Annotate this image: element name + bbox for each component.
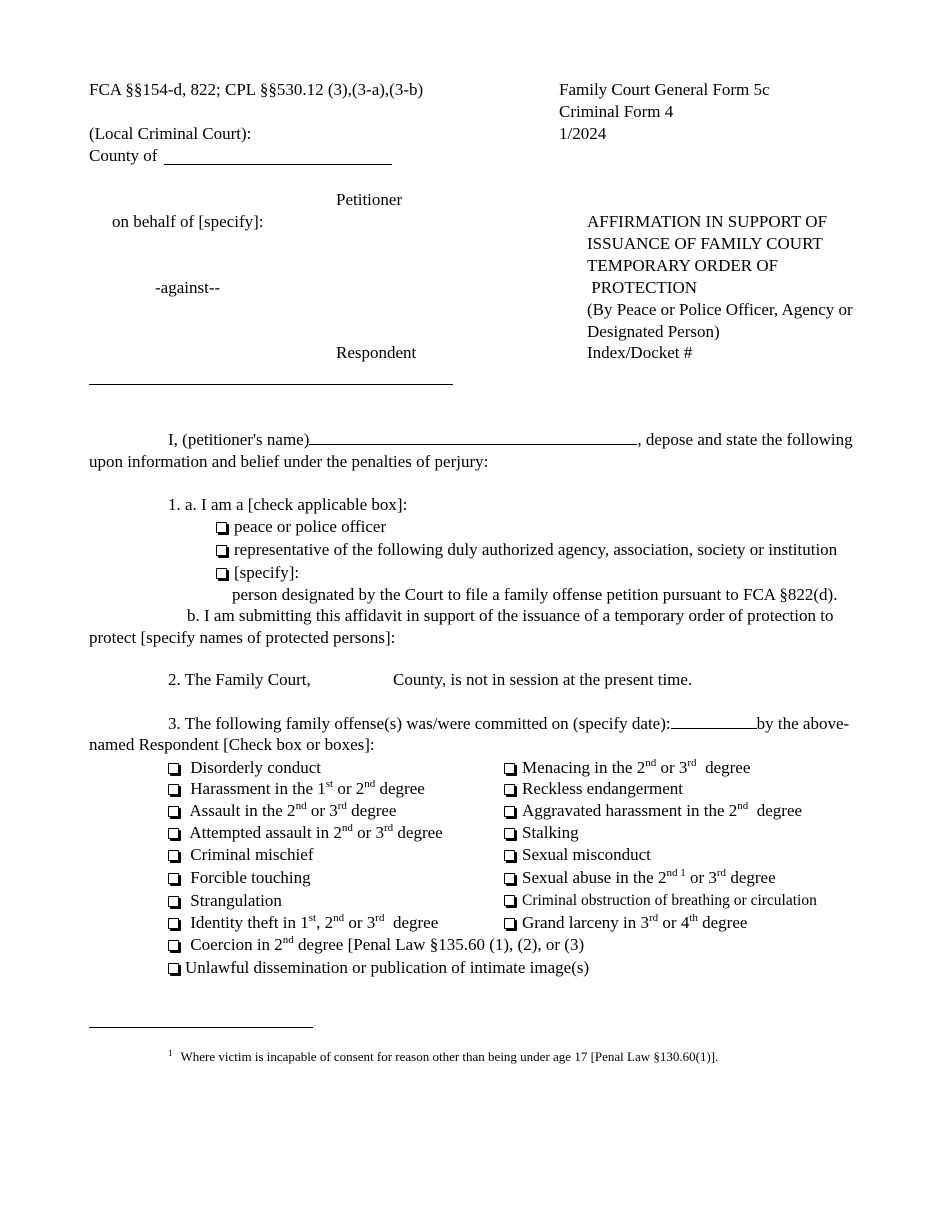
offense-label: Aggravated harassment in the 2 xyxy=(522,801,738,820)
offense-label: Attempted assault in 2 xyxy=(189,823,342,842)
option-label: [specify]: xyxy=(234,563,300,582)
offense-label: or 3 xyxy=(344,913,376,932)
offense-label: or 3 xyxy=(656,758,688,777)
superscript: nd xyxy=(333,912,345,924)
offense-grand-larceny[interactable] xyxy=(504,912,747,934)
checkbox-icon[interactable] xyxy=(168,873,179,884)
checkbox-icon[interactable] xyxy=(168,918,179,929)
offense-label: Identity theft in 1 xyxy=(190,913,309,932)
designated-person-text: person designated by the Court to file a family offense petition pursuant to FCA §822(d). xyxy=(232,585,838,604)
option-police-officer[interactable] xyxy=(216,516,386,538)
offense-label: degree xyxy=(748,801,803,820)
item3-suffix: by the above- xyxy=(756,714,850,733)
on-behalf-label: on behalf of [specify]: xyxy=(112,212,264,231)
offense-stalking[interactable] xyxy=(504,822,579,844)
checkbox-icon[interactable] xyxy=(504,806,515,817)
item1b-line2: protect [specify names of protected persons]: xyxy=(89,628,396,647)
offense-coercion[interactable] xyxy=(168,934,584,956)
superscript: nd xyxy=(282,934,294,946)
checkbox-icon[interactable] xyxy=(504,918,515,929)
offense-date-line[interactable] xyxy=(671,714,757,729)
checkbox-icon[interactable] xyxy=(168,828,179,839)
checkbox-icon[interactable] xyxy=(168,806,179,817)
form-date: 1/2024 xyxy=(559,124,607,143)
offense-label: Strangulation xyxy=(190,891,282,910)
item3-line1 xyxy=(168,713,849,735)
offense-label: or 3 xyxy=(685,868,717,887)
offense-label: Stalking xyxy=(522,823,579,842)
checkbox-icon[interactable] xyxy=(216,568,227,579)
checkbox-icon[interactable] xyxy=(504,763,515,774)
item3-prefix: 3. The following family offense(s) was/were committed on (specify date): xyxy=(168,714,671,733)
intro-prefix: I, (petitioner's name) xyxy=(168,430,310,449)
against-label: -against-- xyxy=(155,278,221,297)
superscript: st xyxy=(308,912,317,924)
offense-menacing[interactable] xyxy=(504,757,750,779)
document-title-line: PROTECTION xyxy=(587,278,698,297)
superscript: nd xyxy=(737,800,749,812)
offense-disorderly-conduct[interactable] xyxy=(168,757,321,779)
checkbox-icon[interactable] xyxy=(168,896,179,907)
superscript: nd xyxy=(364,778,376,790)
offense-label: Sexual misconduct xyxy=(522,845,651,864)
offense-label: Menacing in the 2 xyxy=(522,758,646,777)
statute-reference: FCA §§154-d, 822; CPL §§530.12 (3),(3-a),(3-b) xyxy=(89,80,424,99)
document-title-line: TEMPORARY ORDER OF xyxy=(587,256,779,275)
superscript: rd xyxy=(375,912,385,924)
item3-line2: named Respondent [Check box or boxes]: xyxy=(89,735,375,754)
offense-label: degree xyxy=(375,779,425,798)
superscript: nd xyxy=(295,800,307,812)
superscript: nd xyxy=(341,822,353,834)
form-general-number: Family Court General Form 5c xyxy=(559,80,770,99)
checkbox-icon[interactable] xyxy=(168,963,179,974)
petitioner-name-line[interactable] xyxy=(309,430,637,445)
superscript: st xyxy=(325,778,334,790)
superscript: rd xyxy=(716,867,727,879)
checkbox-icon[interactable] xyxy=(504,873,515,884)
offense-label: or 3 xyxy=(352,823,384,842)
offense-strangulation[interactable] xyxy=(168,890,282,912)
form-criminal-number: Criminal Form 4 xyxy=(559,102,674,121)
intro-suffix: , depose and state the following xyxy=(637,430,853,449)
offense-identity-theft[interactable] xyxy=(168,912,438,934)
county-input-line[interactable] xyxy=(164,164,392,165)
superscript: rd xyxy=(337,800,347,812)
checkbox-icon[interactable] xyxy=(216,522,227,533)
offense-label: or 2 xyxy=(333,779,365,798)
checkbox-icon[interactable] xyxy=(504,895,515,906)
checkbox-icon[interactable] xyxy=(168,763,179,774)
offense-label: degree xyxy=(696,758,751,777)
county-label: County of xyxy=(89,146,158,165)
offense-harassment[interactable] xyxy=(168,778,425,800)
option-agency-representative[interactable] xyxy=(216,539,837,561)
document-title-line: ISSUANCE OF FAMILY COURT xyxy=(587,234,823,253)
footnote-separator xyxy=(89,1027,313,1028)
offense-label: Sexual abuse in the 2 xyxy=(522,868,667,887)
offense-attempted-assault[interactable] xyxy=(168,822,443,844)
offense-label: Assault in the 2 xyxy=(189,801,296,820)
intro-line-2: upon information and belief under the penalties of perjury: xyxy=(89,452,489,471)
offense-label: Criminal obstruction of breathing or circulation xyxy=(522,892,817,909)
offense-criminal-obstruction[interactable] xyxy=(504,890,817,912)
offense-unlawful-dissemination[interactable] xyxy=(168,957,589,979)
offense-label: degree xyxy=(393,823,443,842)
intro-line xyxy=(168,429,853,451)
offense-label: or 3 xyxy=(306,801,338,820)
option-specify[interactable] xyxy=(216,562,299,584)
item2-part2: County, is not in session at the present time. xyxy=(393,670,693,689)
offense-label: , 2 xyxy=(316,913,334,932)
checkbox-icon[interactable] xyxy=(216,545,227,556)
offense-label: Criminal mischief xyxy=(190,845,314,864)
offense-criminal-mischief[interactable] xyxy=(168,844,313,866)
item1a-label: 1. a. I am a [check applicable box]: xyxy=(168,495,408,514)
footnote-marker: 1 xyxy=(168,1048,173,1058)
footnote-text: Where victim is incapable of consent for reason other than being under age 17 [Penal Law §130.60(1)]. xyxy=(180,1049,719,1064)
offense-label: Harassment in the 1 xyxy=(190,779,326,798)
offense-forcible-touching[interactable] xyxy=(168,867,311,889)
offense-assault[interactable] xyxy=(168,800,396,822)
superscript: th xyxy=(689,912,698,924)
offense-label: Forcible touching xyxy=(190,868,311,887)
offense-label: or 4 xyxy=(658,913,690,932)
respondent-label: Respondent xyxy=(336,343,417,362)
offense-label: degree xyxy=(697,913,748,932)
petitioner-label: Petitioner xyxy=(336,190,403,209)
offense-aggravated-harassment[interactable] xyxy=(504,800,802,822)
offense-label: degree xyxy=(384,913,439,932)
offense-label: Reckless endangerment xyxy=(522,779,683,798)
index-docket-label: Index/Docket # xyxy=(587,343,693,362)
superscript: rd xyxy=(384,822,394,834)
checkbox-icon[interactable] xyxy=(168,940,179,951)
document-title-line: Designated Person) xyxy=(587,322,720,341)
item1b-line1: b. I am submitting this affidavit in support of the issuance of a temporary order of protection to xyxy=(187,606,834,625)
checkbox-icon[interactable] xyxy=(504,828,515,839)
offense-label: degree xyxy=(346,801,397,820)
superscript: rd xyxy=(687,757,697,769)
footnote-ref: nd 1 xyxy=(666,867,686,879)
document-title-line: AFFIRMATION IN SUPPORT OF xyxy=(587,212,828,231)
option-label: peace or police officer xyxy=(234,517,387,536)
offense-label: Disorderly conduct xyxy=(190,758,322,777)
option-label: representative of the following duly authorized agency, association, society or institution xyxy=(234,540,838,559)
checkbox-icon[interactable] xyxy=(504,784,515,795)
offense-label: Grand larceny in 3 xyxy=(522,913,649,932)
item2-part1: 2. The Family Court, xyxy=(168,670,311,689)
caption-divider xyxy=(89,384,453,385)
local-court-label: (Local Criminal Court): xyxy=(89,124,252,143)
checkbox-icon[interactable] xyxy=(168,850,179,861)
offense-sexual-abuse[interactable] xyxy=(504,867,776,889)
offense-reckless-endangerment[interactable] xyxy=(504,778,683,800)
document-title-line: (By Peace or Police Officer, Agency or xyxy=(587,300,853,319)
offense-label: Coercion in 2 xyxy=(190,935,283,954)
checkbox-icon[interactable] xyxy=(168,784,179,795)
superscript: nd xyxy=(645,757,657,769)
offense-label: Unlawful dissemination or publication of intimate image(s) xyxy=(185,958,590,977)
superscript: rd xyxy=(648,912,659,924)
footnote xyxy=(168,1042,718,1068)
offense-sexual-misconduct[interactable] xyxy=(504,844,651,866)
offense-label: degree xyxy=(726,868,776,887)
checkbox-icon[interactable] xyxy=(504,850,515,861)
offense-label: degree [Penal Law §135.60 (1), (2), or (3) xyxy=(293,935,585,954)
